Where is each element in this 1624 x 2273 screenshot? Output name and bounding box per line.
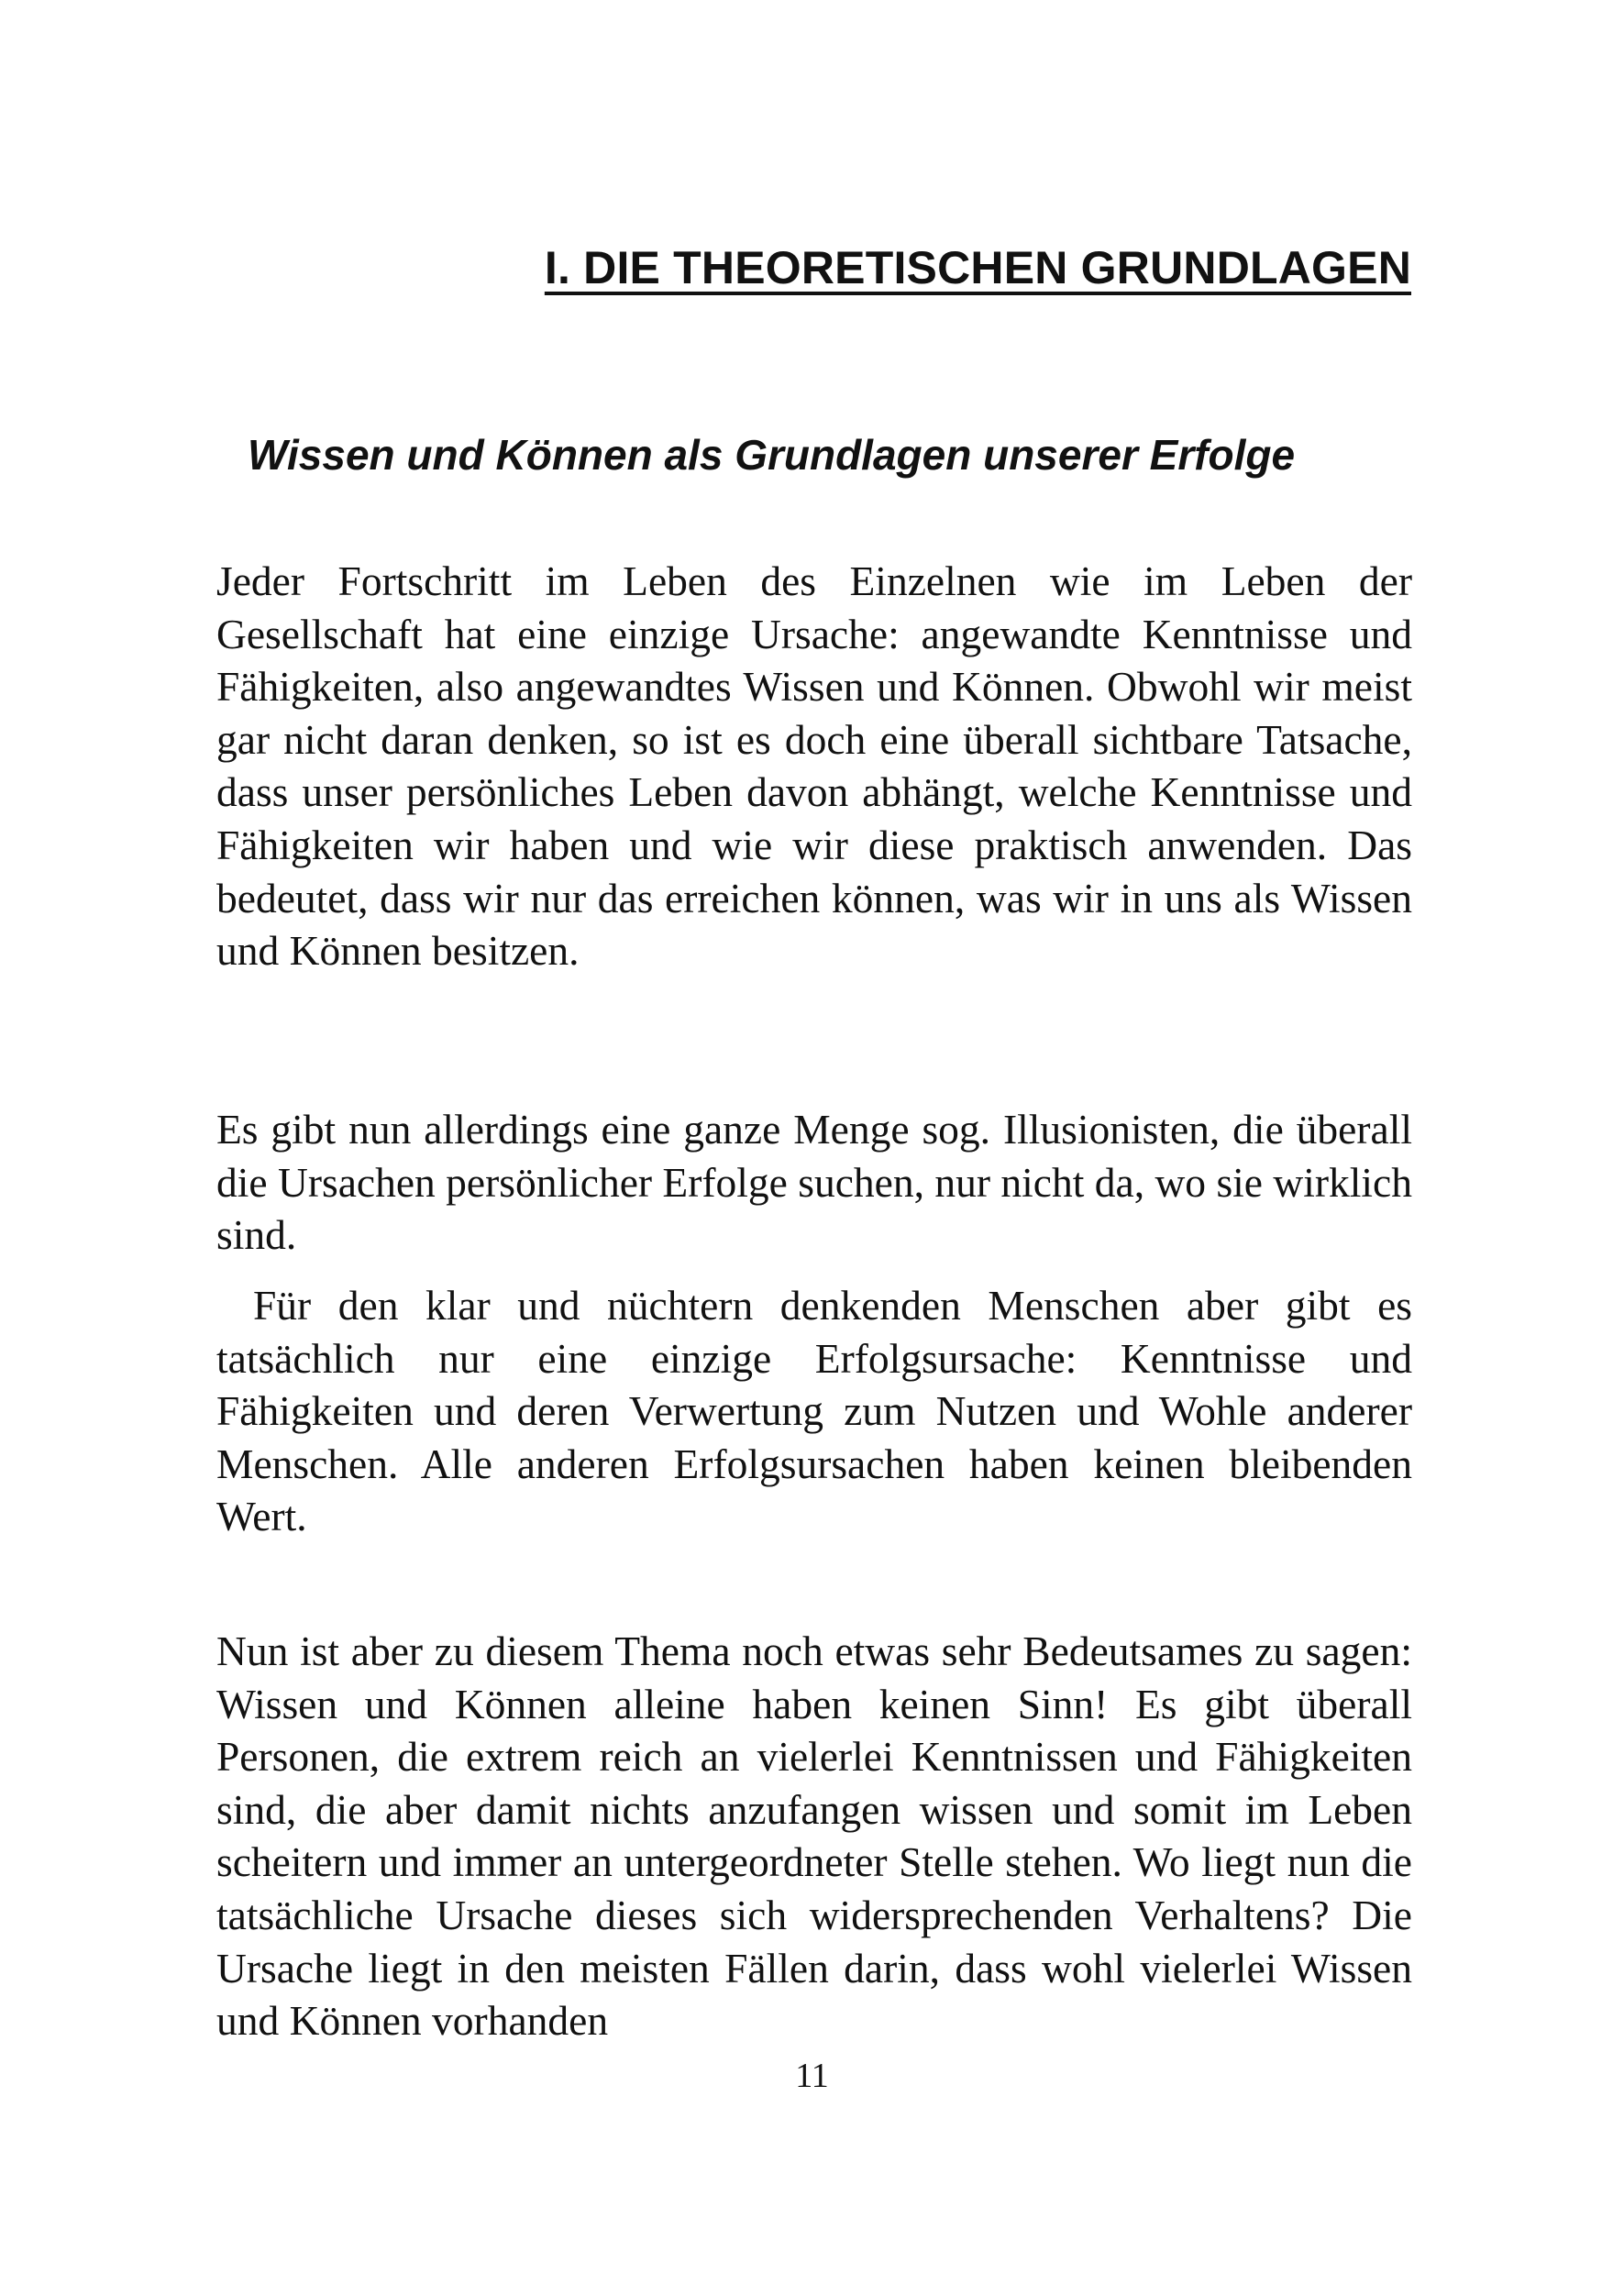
page-number: 11 [795, 2057, 829, 2095]
paragraph-2 [216, 1103, 1412, 1262]
chapter-title: I. DIE THEORETISCHEN GRUNDLAGEN [544, 242, 1411, 293]
paragraph-text: Jeder Fortschritt im Leben des Einzelnen wie im Leben der Gesellschaft hat eine einzige Ursache: angewandte Kenntnisse und Fähigkeiten, also angewandtes Wissen und Können. Obwohl wir meist gar nicht daran denken, so ist es doch eine überall sichtbare Tatsache, dass unser persönliches Leben davon abhängt, welche Kenntnisse und Fähigkeiten wir haben und wie wir diese praktisch anwenden. Das bedeutet, dass wir nur das erreichen können, was wir in uns als Wissen und Können besitzen. [216, 557, 1412, 975]
paragraph-text: Es gibt nun allerdings eine ganze Menge sog. Illusionisten, die überall die Ursachen persönlicher Erfolge suchen, nur nicht da, wo sie wirklich sind. [216, 1106, 1412, 1259]
paragraph-1 [216, 555, 1412, 977]
paragraph-text: Nun ist aber zu diesem Thema noch etwas sehr Bedeutsames zu sagen: Wissen und Können alleine haben keinen Sinn! Es gibt überall Personen, die extrem reich an vielerlei Kenntnissen und Fähigkeiten sind, die aber damit nichts anzufangen wissen und somit im Leben scheitern und immer an untergeordneter Stelle stehen. Wo liegt nun die tatsächliche Ursache dieses sich widersprechenden Verhaltens? Die Ursache liegt in den meisten Fällen darin, dass wohl vielerlei Wissen und Können vorhanden [216, 1628, 1412, 2045]
paragraph-3 [216, 1279, 1412, 1543]
section-title: Wissen und Können als Grundlagen unserer Erfolge [248, 431, 1296, 479]
paragraph-text: Für den klar und nüchtern denkenden Menschen aber gibt es tatsächlich nur eine einzige Erfolgsursache: Kenntnisse und Fähigkeiten und deren Verwertung zum Nutzen und Wohle anderer Menschen. Alle anderen Erfolgsursachen haben keinen bleibenden Wert. [216, 1282, 1412, 1540]
paragraph-4 [216, 1625, 1412, 2047]
